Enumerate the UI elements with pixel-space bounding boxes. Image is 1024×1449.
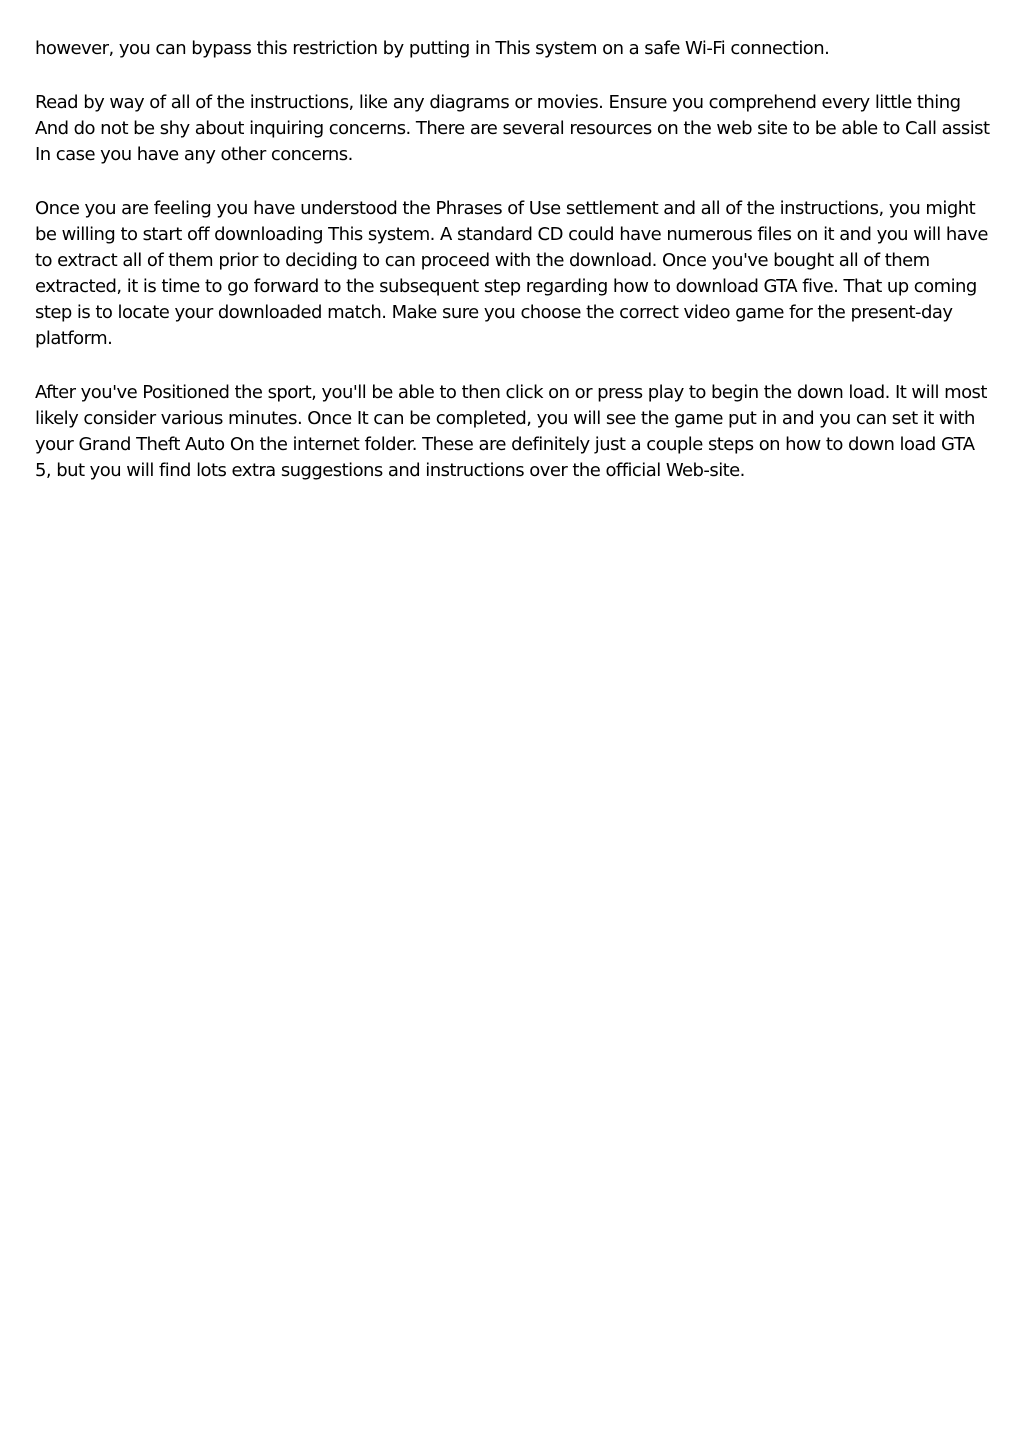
- paragraph-begin-download: After you've Positioned the sport, you'll be able to then click on or press play to begin the down load. It will most likely consider various minutes. Once It can be completed, you will see the game put in and you can set it with your Grand Theft Auto On the internet folder. These are definitely just a couple steps on how to down load GTA 5, but you will find lots extra suggestions and instructions over the official Web-site.: [35, 382, 987, 481]
- paragraph-read-instructions: Read by way of all of the instructions, like any diagrams or movies. Ensure you comprehend every little thing And do not be shy about inquiring concerns. There are several resources on the web site to be able to Call assist In case you have any other concerns.: [35, 92, 990, 165]
- paragraph-start-downloading: Once you are feeling you have understood the Phrases of Use settlement and all of the instructions, you might be willing to start off downloading This system. A standard CD could have numerous files on it and you will have to extract all of them prior to deciding to can proceed with the download. Once you've bought all of them extracted, it is time to go forward to the subsequent step regarding how to download GTA five. That up coming step is to locate your downloaded match. Make sure you choose the correct video game for the present-day platform.: [35, 198, 988, 349]
- paragraph-bypass-restriction: however, you can bypass this restriction by putting in This system on a safe Wi-Fi connection.: [35, 38, 830, 59]
- document-page: [35, 36, 990, 512]
